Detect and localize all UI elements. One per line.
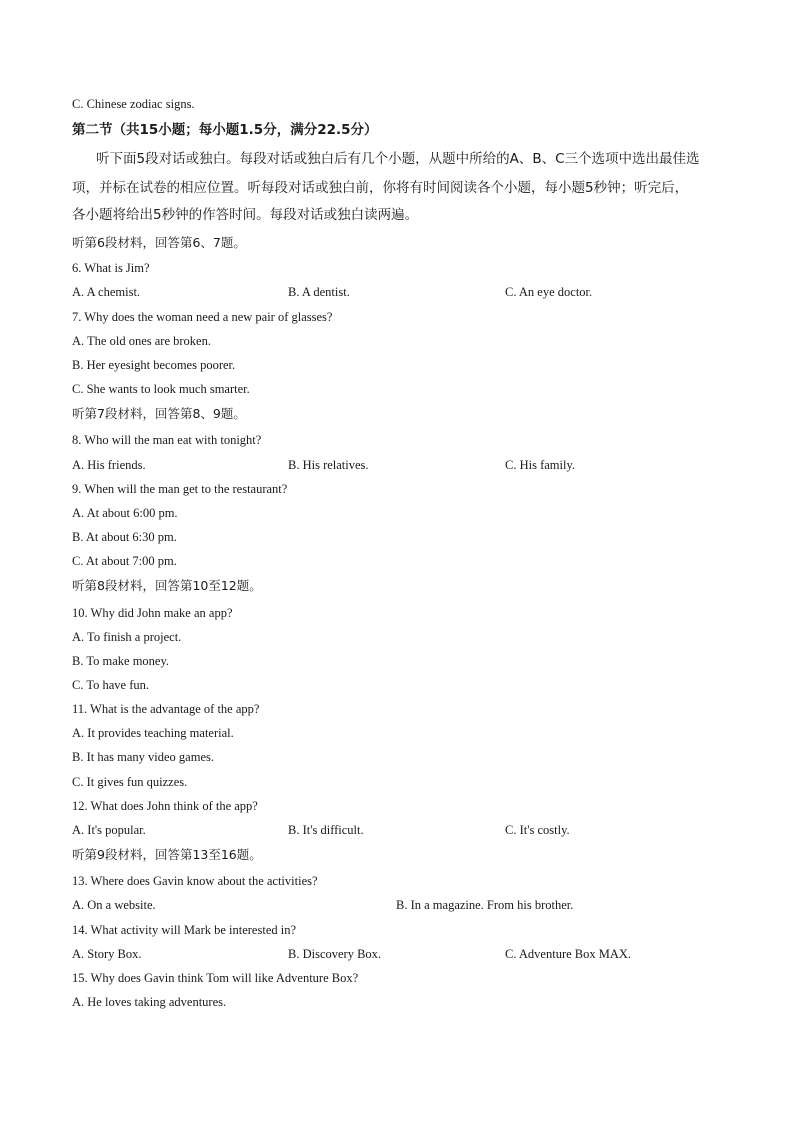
instruction-line: 听下面5段对话或独白。每段对话或独白后有几个小题，从题中所给的A、B、C三个选项中选出最佳选 [96, 151, 700, 167]
option-a[interactable]: A. On a website. [72, 898, 156, 912]
question-stem: 12. What does John think of the app? [72, 799, 258, 813]
option-b[interactable]: B. Discovery Box. [288, 947, 382, 961]
question-stem: 14. What activity will Mark be interested in? [72, 923, 297, 937]
option-a[interactable]: A. He loves taking adventures. [72, 995, 227, 1009]
option-a[interactable]: A. It provides teaching material. [72, 726, 234, 740]
option-a[interactable]: A. His friends. [72, 458, 146, 472]
group-heading-8: 听第8段材料，回答第10至12题。 [72, 578, 262, 593]
option-a[interactable]: A. The old ones are broken. [72, 334, 211, 348]
question-stem: 10. Why did John make an app? [72, 606, 233, 620]
option-c[interactable]: C. An eye doctor. [505, 285, 593, 299]
question-stem: 7. Why does the woman need a new pair of glasses? [72, 310, 333, 324]
question-stem: 9. When will the man get to the restaurant? [72, 482, 288, 496]
group-heading-7: 听第7段材料，回答第8、9题。 [72, 406, 246, 421]
option-b[interactable]: B. Her eyesight becomes poorer. [72, 358, 236, 372]
option-a[interactable]: A. It's popular. [72, 823, 146, 837]
option-b[interactable]: B. A dentist. [288, 285, 350, 299]
option-a[interactable]: A. At about 6:00 pm. [72, 506, 178, 520]
option-c[interactable]: C. At about 7:00 pm. [72, 554, 177, 568]
option-c[interactable]: C. To have fun. [72, 678, 150, 692]
option-a[interactable]: A. A chemist. [72, 285, 141, 299]
prev-question-option-c: C. Chinese zodiac signs. [72, 97, 195, 111]
instruction-line: 项，并标在试卷的相应位置。听每段对话或独白前，你将有时间阅读各个小题，每小题5秒钟；听完后， [72, 180, 689, 196]
instruction-line: 各小题将给出5秒钟的作答时间。每段对话或独白读两遍。 [72, 207, 419, 223]
option-a[interactable]: A. To finish a project. [72, 630, 182, 644]
question-stem: 15. Why does Gavin think Tom will like Adventure Box? [72, 971, 359, 985]
group-heading-9: 听第9段材料，回答第13至16题。 [72, 847, 262, 862]
section-heading: 第二节（共15小题；每小题1.5分，满分22.5分） [72, 122, 378, 138]
question-stem: 6. What is Jim? [72, 261, 150, 275]
option-b[interactable]: B. To make money. [72, 654, 170, 668]
option-c[interactable]: C. She wants to look much smarter. [72, 382, 250, 396]
option-b[interactable]: B. In a magazine. From his brother. [396, 898, 574, 912]
option-a[interactable]: A. Story Box. [72, 947, 142, 961]
option-c[interactable]: C. His family. [505, 458, 576, 472]
question-stem: 13. Where does Gavin know about the activities? [72, 874, 318, 888]
option-c[interactable]: C. Adventure Box MAX. [505, 947, 632, 961]
option-b[interactable]: B. It has many video games. [72, 750, 214, 764]
option-c[interactable]: C. It's costly. [505, 823, 570, 837]
option-b[interactable]: B. His relatives. [288, 458, 369, 472]
group-heading-6: 听第6段材料，回答第6、7题。 [72, 235, 246, 250]
option-b[interactable]: B. It's difficult. [288, 823, 364, 837]
option-b[interactable]: B. At about 6:30 pm. [72, 530, 177, 544]
question-stem: 8. Who will the man eat with tonight? [72, 433, 262, 447]
option-c[interactable]: C. It gives fun quizzes. [72, 775, 188, 789]
question-stem: 11. What is the advantage of the app? [72, 702, 260, 716]
